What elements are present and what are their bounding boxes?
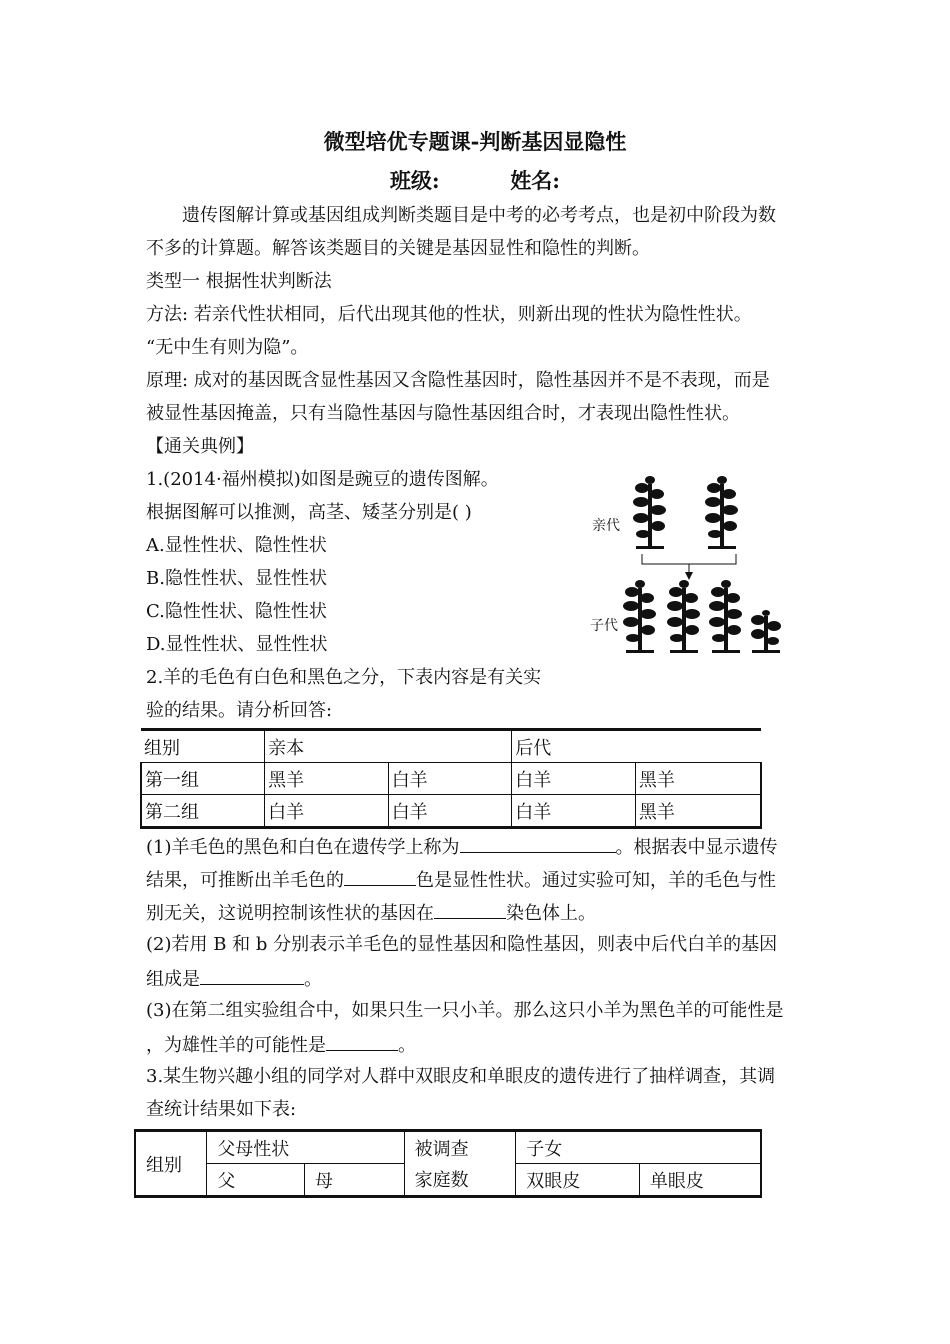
child-plant-2: [667, 580, 700, 653]
table-header-cell: 双眼皮: [516, 1164, 640, 1197]
class-label: 班级:: [389, 168, 440, 193]
table-cell: 白羊: [512, 795, 636, 828]
type1-method: 方法: 若亲代性状相同，后代出现其他的性状，则新出现的性状为隐性性状。: [146, 304, 752, 325]
type1-slogan: “无中生有则为隐”。: [146, 337, 309, 358]
table-cell: 第二组: [141, 795, 265, 828]
parent-plant-right: [705, 476, 738, 549]
q2-sub1-text-b: 。根据表中显示遗传: [615, 837, 778, 858]
sheep-results-table: [140, 728, 762, 829]
table-cell: 白羊: [388, 795, 512, 828]
arrow-icon: [685, 572, 693, 580]
q1-stem-1: 1.(2014·福州模拟)如图是豌豆的遗传图解。: [146, 469, 499, 490]
q2-sub1-text-d: 色是显性性状。通过实验可知，羊的毛色与性: [416, 870, 776, 891]
q2-sub2-line-2: [146, 966, 322, 992]
table-cell: 黑羊: [265, 763, 389, 795]
table-header-cell: 单眼皮: [639, 1164, 761, 1197]
q3-stem-1: 3.某生物兴趣小组的同学对人群中双眼皮和单眼皮的遗传进行了抽样调查，其调: [146, 1066, 776, 1087]
q1-stem-2: 根据图解可以推测，高茎、矮茎分别是( ): [146, 502, 472, 523]
answer-blank[interactable]: [344, 867, 416, 886]
q2-stem-1: 2.羊的毛色有白色和黑色之分，下表内容是有关实: [146, 667, 542, 688]
q2-sub1-line-1: [146, 834, 778, 860]
table-header-cell: 父: [207, 1164, 305, 1197]
table-header-cell: 母: [305, 1164, 405, 1197]
answer-blank[interactable]: [200, 966, 304, 985]
intro-line-2: 不多的计算题。解答该类题目的关键是基因显性和隐性的判断。: [146, 238, 650, 259]
type1-principle-1: 原理: 成对的基因既含显性基因又含隐性基因时，隐性基因并不是不表现，而是: [146, 370, 770, 391]
table-cell: 第一组: [141, 763, 265, 795]
q2-sub1-text-e: 别无关，这说明控制该性状的基因在: [146, 903, 434, 924]
q2-sub2-text-b: 组成是: [146, 969, 200, 990]
q2-sub1-text-f: 染色体上。: [506, 903, 596, 924]
parent-generation-label: 亲代: [592, 517, 620, 533]
q2-sub1-line-3: [146, 900, 596, 926]
page-title: 微型培优专题课-判断基因显隐性: [323, 129, 627, 154]
table-cell: 黑羊: [635, 763, 761, 795]
q2-sub1-text-a: (1)羊毛色的黑色和白色在遗传学上称为: [146, 837, 460, 858]
type1-heading: 类型一 根据性状判断法: [146, 271, 332, 292]
cross-lines: [642, 554, 736, 574]
table-header-cell: 父母性状: [207, 1131, 404, 1164]
table-header-row: [135, 1131, 761, 1164]
table-row: [141, 795, 761, 828]
intro-line-1: 遗传图解计算或基因组成判断类题目是中考的必考考点，也是初中阶段为数: [182, 205, 776, 226]
table-header-cell: 组别: [141, 730, 265, 763]
eyelid-survey-table: [134, 1129, 762, 1198]
child-plant-4: [751, 610, 781, 653]
q1-option-a: A.显性性状、隐性性状: [146, 535, 327, 556]
child-plant-1: [623, 580, 656, 653]
q2-sub3-text-b: ，为雄性羊的可能性是: [146, 1035, 326, 1056]
table-header-cell: 家庭数: [404, 1164, 516, 1197]
table-cell: 白羊: [512, 763, 636, 795]
child-generation-label: 子代: [590, 617, 618, 633]
q2-stem-2: 验的结果。请分析回答:: [146, 700, 333, 721]
table-header-row: [141, 730, 761, 763]
q2-sub2-line-1: (2)若用 B 和 b 分别表示羊毛色的显性基因和隐性基因，则表中后代白羊的基因: [146, 934, 778, 955]
table-header-cell: 子女: [516, 1131, 761, 1164]
answer-blank[interactable]: [460, 834, 616, 853]
q1-option-b: B.隐性性状、显性性状: [146, 568, 327, 589]
name-label: 姓名:: [510, 168, 561, 193]
table-row: [141, 763, 761, 795]
table-header-cell: 被调查: [404, 1131, 516, 1164]
table-header-cell: 组别: [135, 1131, 207, 1197]
q1-option-c: C.隐性性状、隐性性状: [146, 601, 327, 622]
parent-plant-left: [633, 476, 666, 549]
answer-blank[interactable]: [326, 1032, 398, 1051]
q3-stem-2: 查统计结果如下表:: [146, 1099, 297, 1120]
examples-heading: 【通关典例】: [146, 436, 254, 457]
q2-sub3-text-c: 。: [398, 1035, 416, 1056]
table-cell: 白羊: [265, 795, 389, 828]
table-cell: 白羊: [388, 763, 512, 795]
q2-sub1-text-c: 结果，可推断出羊毛色的: [146, 870, 344, 891]
table-cell: 黑羊: [635, 795, 761, 828]
pea-genetics-figure: [586, 470, 786, 660]
page-subtitle: [0, 165, 950, 195]
q2-sub2-text-c: 。: [304, 969, 322, 990]
q2-sub3-line-1: (3)在第二组实验组合中，如果只生一只小羊。那么这只小羊为黑色羊的可能性是: [146, 1000, 784, 1021]
q2-sub3-line-2: [146, 1032, 416, 1058]
q2-sub1-line-2: [146, 867, 776, 893]
child-plant-3: [709, 580, 742, 653]
table-header-cell: 亲本: [265, 730, 512, 763]
table-header-cell: 后代: [512, 730, 761, 763]
answer-blank[interactable]: [434, 900, 506, 919]
table-header-row: [135, 1164, 761, 1197]
type1-principle-2: 被显性基因掩盖，只有当隐性基因与隐性基因组合时，才表现出隐性性状。: [146, 403, 740, 424]
q1-option-d: D.显性性状、显性性状: [146, 634, 328, 655]
